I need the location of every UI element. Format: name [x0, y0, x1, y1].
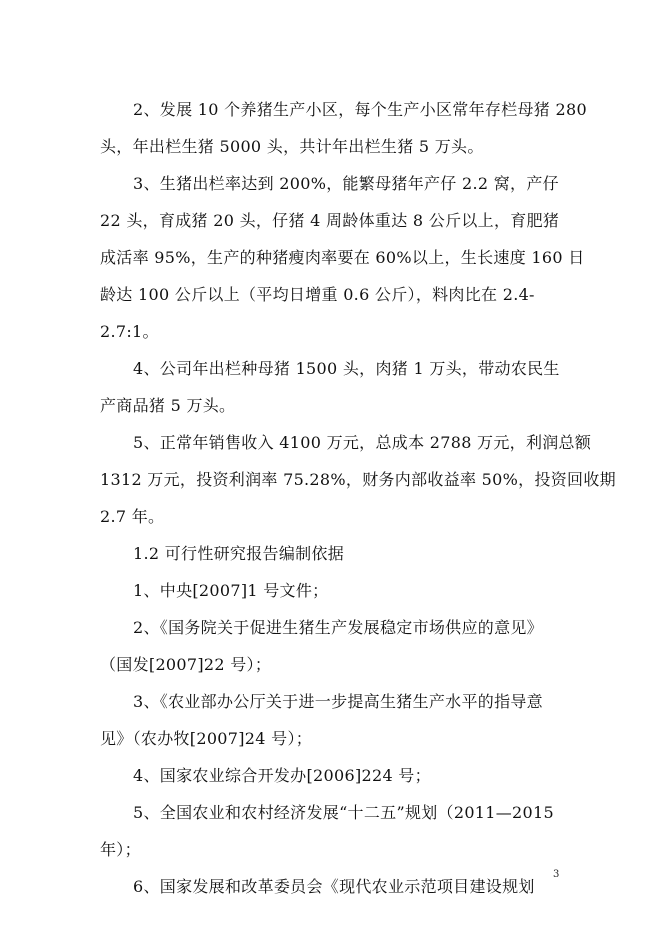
text-line: 2、发展 10 个养猪生产小区，每个生产小区常年存栏母猪 280 [133, 100, 587, 119]
page-number: 3 [553, 869, 560, 880]
text-line: 见》（农办牧[2007]24 号）； [100, 729, 313, 748]
text-line: 2.7:1。 [100, 322, 159, 341]
text-line: 3、生猪出栏率达到 200%，能繁母猪年产仔 2.2 窝，产仔 [133, 174, 559, 193]
text-line: 成活率 95%，生产的种猪瘦肉率要在 60%以上，生长速度 160 日 [100, 248, 585, 267]
text-line: 2、《国务院关于促进生猪生产发展稳定市场供应的意见》 [133, 618, 543, 637]
section-heading: 1.2 可行性研究报告编制依据 [133, 544, 345, 563]
text-line: （国发[2007]22 号）； [100, 655, 272, 674]
text-line: 4、公司年出栏种母猪 1500 头，肉猪 1 万头，带动农民生 [133, 359, 560, 378]
text-line: 产商品猪 5 万头。 [100, 396, 236, 415]
text-line: 22 头，育成猪 20 头，仔猪 4 周龄体重达 8 公斤以上，育肥猪 [100, 211, 560, 230]
text-line: 1312 万元，投资利润率 75.28%，财务内部收益率 50%，投资回收期 [100, 470, 616, 489]
text-line: 1、中央[2007]1 号文件； [133, 581, 329, 600]
text-line: 2.7 年。 [100, 507, 165, 526]
text-line: 5、正常年销售收入 4100 万元，总成本 2788 万元，利润总额 [133, 433, 592, 452]
text-line: 3、《农业部办公厅关于进一步提高生猪生产水平的指导意 [133, 692, 543, 711]
text-line: 头，年出栏生猪 5000 头，共计年出栏生猪 5 万头。 [100, 137, 484, 156]
text-line: 5、全国农业和农村经济发展“十二五”规划（2011—2015 [133, 803, 554, 822]
text-line: 龄达 100 公斤以上（平均日增重 0.6 公斤），料肉比在 2.4- [100, 285, 535, 304]
text-line: 年）； [100, 840, 141, 859]
text-line: 4、国家农业综合开发办[2006]224 号； [133, 766, 431, 785]
text-line: 6、国家发展和改革委员会《现代农业示范项目建设规划 [133, 877, 535, 896]
